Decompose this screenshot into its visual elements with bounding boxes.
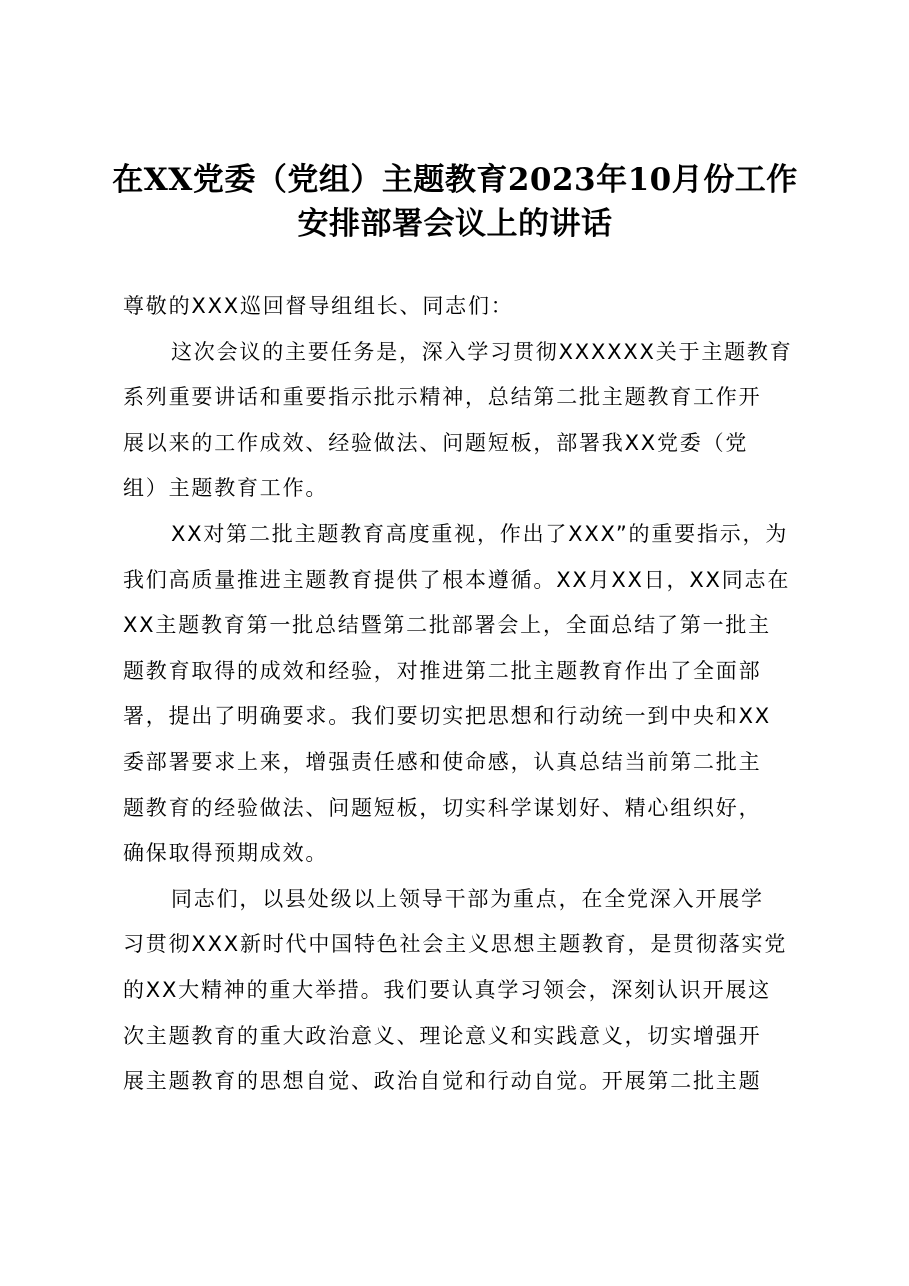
paragraph-line: 展以来的工作成效、经验做法、问题短板，部署我XX党委（党: [123, 430, 749, 455]
paragraph-line: XX对第二批主题教育高度重视，作出了XXX”的重要指示，为: [171, 521, 789, 546]
document-title: [95, 158, 815, 246]
paragraph-line: 展主题教育的思想自觉、政治自觉和行动自觉。开展第二批主题: [123, 1069, 762, 1094]
paragraph-line: 组）主题教育工作。: [123, 476, 329, 501]
paragraph-line: 署，提出了明确要求。我们要切实把思想和行动统一到中央和XX: [123, 704, 771, 729]
salutation: 尊敬的XXX巡回督导组组长、同志们：: [123, 294, 514, 318]
paragraph-2: [123, 512, 823, 877]
paragraph-line: 习贯彻XXX新时代中国特色社会主义思想主题教育，是贯彻落实党: [123, 932, 788, 957]
paragraph-line: 题教育取得的成效和经验，对推进第二批主题教育作出了全面部: [123, 658, 762, 683]
paragraph-line: 同志们，以县处级以上领导干部为重点，在全党深入开展学: [171, 886, 764, 911]
paragraph-line: XX主题教育第一批总结暨第二批部署会上，全面总结了第一批主: [123, 613, 771, 638]
paragraph-line: 这次会议的主要任务是，深入学习贯彻XXXXXX关于主题教育: [171, 339, 793, 364]
paragraph-line: 次主题教育的重大政治意义、理论意义和实践意义，切实增强开: [123, 1023, 762, 1048]
document-body: [123, 284, 823, 1105]
paragraph-line: 我们高质量推进主题教育提供了根本遵循。XX月XX日，XX同志在: [123, 567, 791, 592]
paragraph-line: 系列重要讲话和重要指示批示精神，总结第二批主题教育工作开: [123, 385, 762, 410]
paragraph-line: 确保取得预期成效。: [123, 841, 329, 866]
title-line-1: 在XX党委（党组）主题教育2023年10月份工作: [112, 162, 798, 198]
paragraph-line: 委部署要求上来，增强责任感和使命感，认真总结当前第二批主: [123, 749, 762, 774]
paragraph-1: [123, 330, 823, 512]
paragraph-3: [123, 877, 823, 1105]
paragraph-line: 题教育的经验做法、问题短板，切实科学谋划好、精心组织好，: [123, 795, 762, 820]
title-line-2: 安排部署会议上的讲话: [297, 206, 613, 242]
paragraph-line: 的XX大精神的重大举措。我们要认真学习领会，深刻认识开展这: [123, 977, 771, 1002]
